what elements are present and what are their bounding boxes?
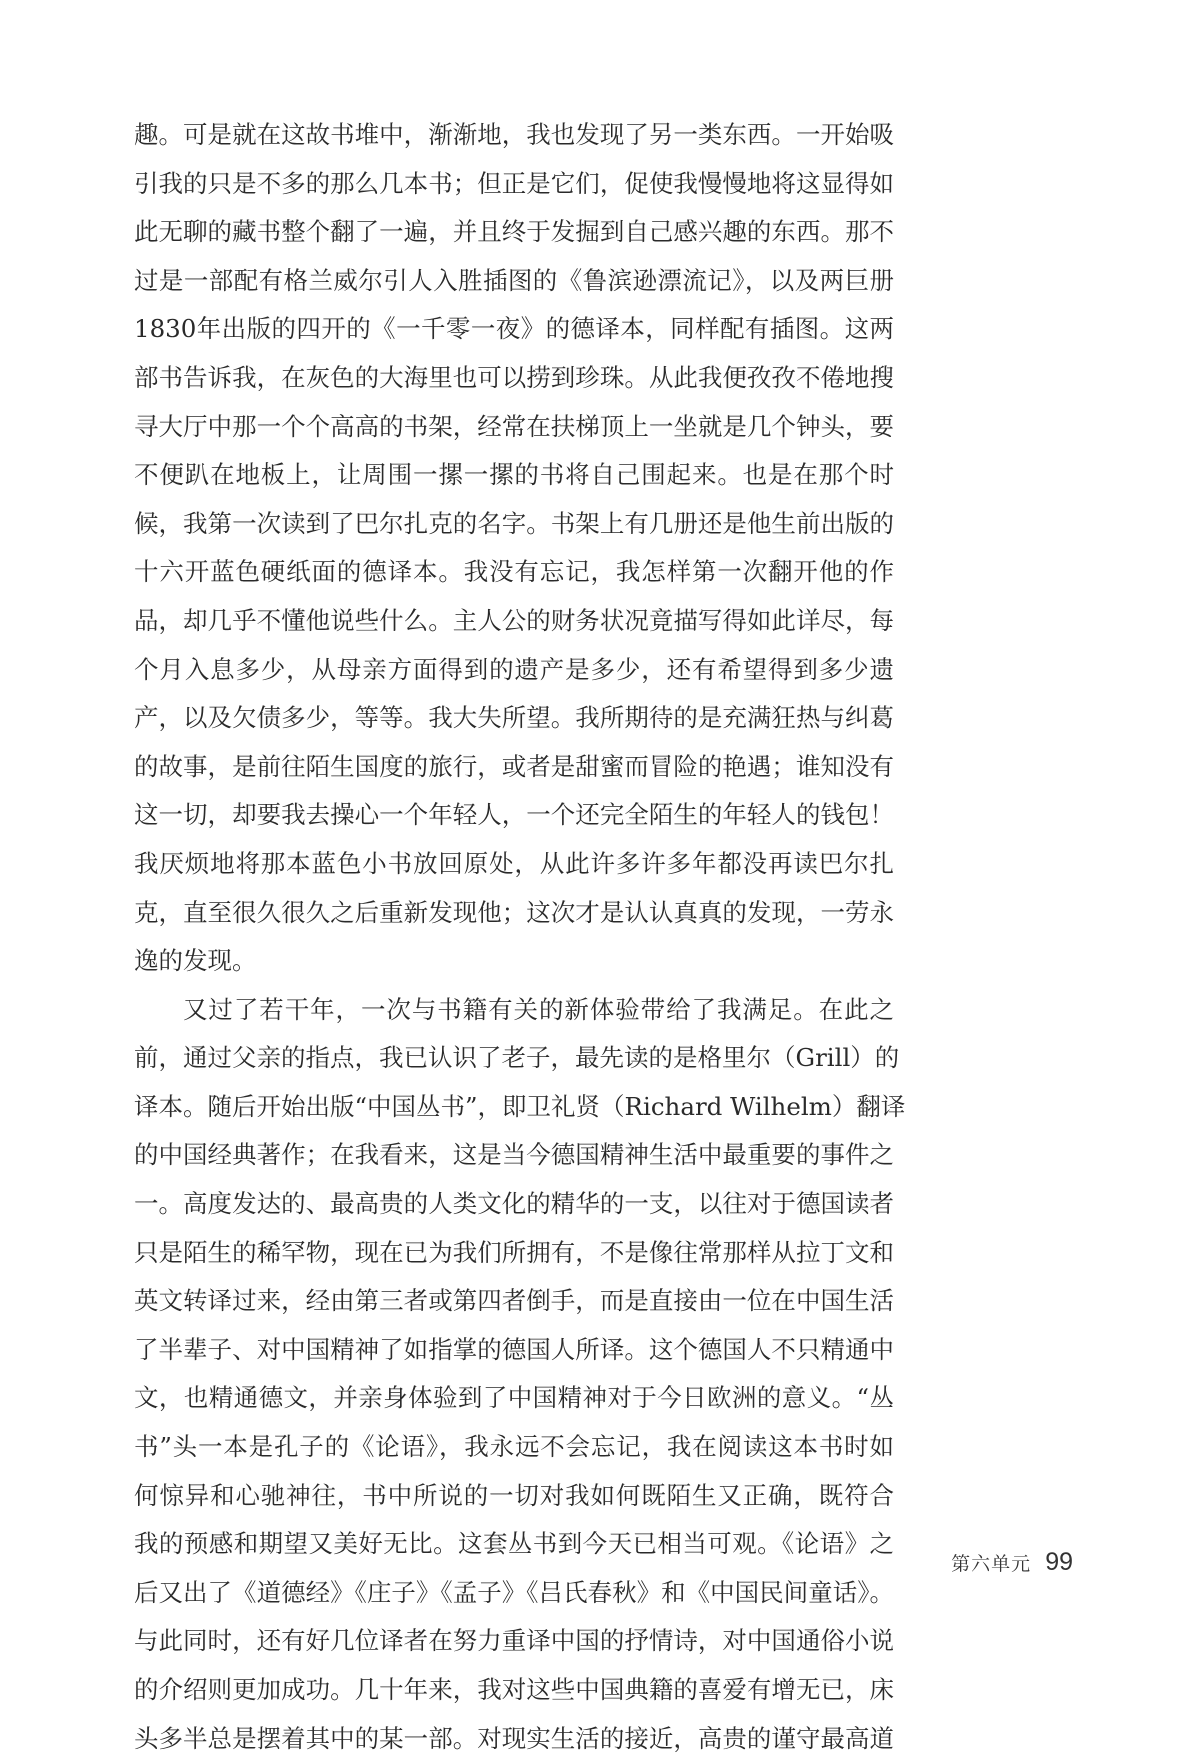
text-line: 这一切，却要我去操心一个年轻人，一个还完全陌生的年轻人的钱包！	[134, 800, 894, 830]
text-line: 的介绍则更加成功。几十年来，我对这些中国典籍的喜爱有增无已，床	[134, 1675, 894, 1704]
text-line: 我厌烦地将那本蓝色小书放回原处，从此许多许多年都没再读巴尔扎	[134, 848, 894, 878]
text-line: 的故事，是前往陌生国度的旅行，或者是甜蜜而冒险的艳遇；谁知没有	[134, 751, 894, 781]
text-line: 候，我第一次读到了巴尔扎克的名字。书架上有几册还是他生前出版的	[134, 508, 894, 538]
text-line: 不便趴在地板上，让周围一摞一摞的书将自己围起来。也是在那个时	[134, 460, 894, 490]
page-footer	[951, 1548, 1073, 1577]
text-line: 个月入息多少，从母亲方面得到的遗产是多少，还有希望得到多少遗	[134, 654, 894, 684]
text-line: 文，也精通德文，并亲身体验到了中国精神对于今日欧洲的意义。“丛	[134, 1383, 894, 1413]
text-line: 过是一部配有格兰威尔引人入胜插图的《鲁滨逊漂流记》，以及两巨册	[134, 265, 894, 295]
text-line: 引我的只是不多的那么几本书；但正是它们，促使我慢慢地将这显得如	[134, 168, 894, 198]
text-line: 品，却几乎不懂他说些什么。主人公的财务状况竟描写得如此详尽，每	[134, 605, 894, 635]
text-line: 译本。随后开始出版“中国丛书”，即卫礼贤（Richard Wilhelm）翻译	[134, 1091, 906, 1121]
unit-label: 第六单元	[951, 1554, 1032, 1575]
text-line: 产，以及欠债多少，等等。我大失所望。我所期待的是充满狂热与纠葛	[134, 703, 894, 733]
text-line: 此无聊的藏书整个翻了一遍，并且终于发掘到自己感兴趣的东西。那不	[134, 217, 894, 247]
text-line: 寻大厅中那一个个高高的书架，经常在扶梯顶上一坐就是几个钟头，要	[134, 411, 894, 441]
text-line: 我的预感和期望又美好无比。这套丛书到今天已相当可观。《论语》之	[134, 1529, 894, 1559]
body-text	[134, 111, 906, 1763]
text-line: 又过了若干年，一次与书籍有关的新体验带给了我满足。在此之	[183, 994, 894, 1024]
page-number: 99	[1045, 1548, 1073, 1576]
text-line: 趣。可是就在这故书堆中，渐渐地，我也发现了另一类东西。一开始吸	[134, 120, 894, 149]
text-line: 后又出了《道德经》《庄子》《孟子》《吕氏春秋》和《中国民间童话》。	[134, 1577, 894, 1607]
text-line: 了半辈子、对中国精神了如指掌的德国人所译。这个德国人不只精通中	[134, 1334, 894, 1364]
text-line: 与此同时，还有好几位译者在努力重译中国的抒情诗，对中国通俗小说	[134, 1626, 894, 1656]
text-line: 头多半总是摆着其中的某一部。对现实生活的接近，高贵的谨守最高道	[134, 1723, 894, 1753]
text-line: 十六开蓝色硬纸面的德译本。我没有忘记，我怎样第一次翻开他的作	[134, 557, 894, 587]
text-line: 克，直至很久很久之后重新发现他；这次才是认认真真的发现，一劳永	[134, 897, 894, 927]
text-line: 前，通过父亲的指点，我已认识了老子，最先读的是格里尔（Grill）的	[134, 1043, 900, 1073]
text-line: 一。高度发达的、最高贵的人类文化的精华的一支，以往对于德国读者	[134, 1189, 894, 1219]
paragraph	[134, 111, 894, 986]
text-line: 部书告诉我，在灰色的大海里也可以捞到珍珠。从此我便孜孜不倦地搜	[134, 362, 894, 392]
text-line: 只是陌生的稀罕物，现在已为我们所拥有，不是像往常那样从拉丁文和	[134, 1237, 894, 1267]
text-line: 逸的发现。	[134, 946, 257, 976]
paragraph	[134, 986, 906, 1763]
text-line: 的中国经典著作；在我看来，这是当今德国精神生活中最重要的事件之	[134, 1140, 894, 1170]
text-line: 何惊异和心驰神往，书中所说的一切对我如何既陌生又正确，既符合	[134, 1480, 894, 1510]
text-line: 1830年出版的四开的《一千零一夜》的德译本，同样配有插图。这两	[134, 314, 894, 344]
text-line: 英文转译过来，经由第三者或第四者倒手，而是直接由一位在中国生活	[134, 1286, 894, 1316]
text-line: 书”头一本是孔子的《论语》，我永远不会忘记，我在阅读这本书时如	[134, 1432, 894, 1462]
